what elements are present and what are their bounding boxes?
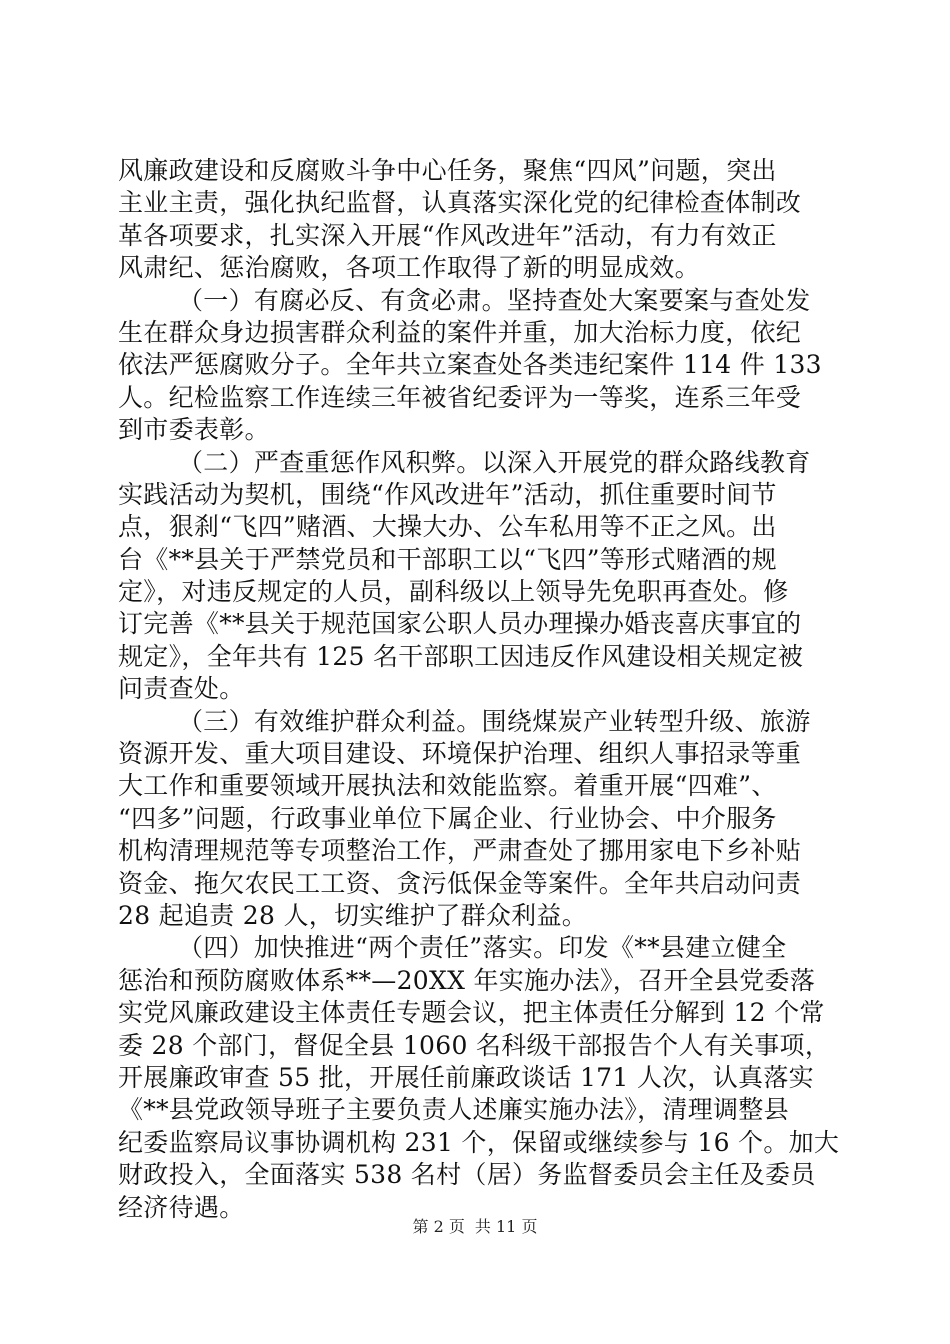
- text-line: 点，狠刹“飞四”赌酒、大操大办、公车私用等不正之风。出: [118, 512, 777, 542]
- page-number: 第 2 页: [412, 1217, 465, 1236]
- text-line: 实践活动为契机，围绕“作风改进年”活动，抓住重要时间节: [118, 479, 777, 509]
- page-footer: [0, 1216, 950, 1238]
- text-line: 问责查处。: [118, 674, 245, 704]
- text-line: 惩治和预防腐败体系**—20XX 年实施办法》，召开全县党委落: [118, 965, 816, 995]
- document-body: [118, 155, 840, 1224]
- text-line: 委 28 个部门，督促全县 1060 名科级干部报告个人有关事项，: [118, 1030, 831, 1060]
- page-total: 共 11 页: [474, 1217, 538, 1236]
- text-line: 规定》，全年共有 125 名干部职工因违反作风建设相关规定被: [118, 641, 804, 671]
- text-line: 生在群众身边损害群众利益的案件并重，加大治标力度，依纪: [118, 317, 802, 347]
- text-line: 风廉政建设和反腐败斗争中心任务，聚焦“四风”问题，突出: [118, 156, 777, 185]
- text-line: 订完善《**县关于规范国家公职人员办理操办婚丧喜庆事宜的: [118, 609, 802, 639]
- paragraph-4-start: （四）加快推进“两个责任”落实。印发《**县建立健全: [178, 933, 787, 963]
- text-line: 机构清理规范等专项整治工作，严肃查处了挪用家电下乡补贴: [118, 836, 802, 866]
- text-line: 主业主责，强化执纪监督，认真落实深化党的纪律检查体制改: [118, 188, 802, 218]
- text-line: 28 起追责 28 人，切实维护了群众利益。: [118, 900, 588, 930]
- text-line: 大工作和重要领域开展执法和效能监察。着重开展“四难”、: [118, 771, 777, 801]
- text-line: 人。纪检监察工作连续三年被省纪委评为一等奖，连系三年受: [118, 382, 802, 412]
- text-line: 《**县党政领导班子主要负责人述廉实施办法》，清理调整县: [118, 1095, 789, 1125]
- text-line: 台《**县关于严禁党员和干部职工以“飞四”等形式赌酒的规: [118, 544, 777, 574]
- text-line: 风肃纪、惩治腐败，各项工作取得了新的明显成效。: [118, 253, 700, 283]
- text-line: 依法严惩腐败分子。全年共立案查处各类违纪案件 114 件 133: [118, 350, 822, 380]
- paragraph-3-start: （三）有效维护群众利益。围绕煤炭产业转型升级、旅游: [178, 706, 811, 736]
- paragraph-1-start: （一）有腐必反、有贪必肃。坚持查处大案要案与查处发: [178, 285, 811, 315]
- text-line: 开展廉政审查 55 批，开展任前廉政谈话 171 人次，认真落实: [118, 1062, 814, 1092]
- text-line: 经济待遇。: [118, 1192, 245, 1222]
- text-line: “四多”问题，行政事业单位下属企业、行业协会、中介服务: [118, 803, 777, 833]
- text-line: 财政投入，全面落实 538 名村（居）务监督委员会主任及委员: [118, 1160, 816, 1190]
- text-line: 革各项要求，扎实深入开展“作风改进年”活动，有力有效正: [118, 220, 777, 250]
- paragraph-2-start: （二）严查重惩作风积弊。以深入开展党的群众路线教育: [178, 447, 811, 477]
- text-line: 到市委表彰。: [118, 415, 270, 445]
- text-line: 实党风廉政建设主体责任专题会议，把主体责任分解到 12 个常: [118, 998, 825, 1028]
- text-line: 纪委监察局议事协调机构 231 个，保留或继续参与 16 个。加大: [118, 1127, 840, 1157]
- text-line: 资源开发、重大项目建设、环境保护治理、组织人事招录等重: [118, 739, 802, 769]
- text-line: 定》，对违反规定的人员，副科级以上领导先免职再查处。修: [118, 577, 789, 607]
- text-line: 资金、拖欠农民工工资、贪污低保金等案件。全年共启动问责: [118, 868, 802, 898]
